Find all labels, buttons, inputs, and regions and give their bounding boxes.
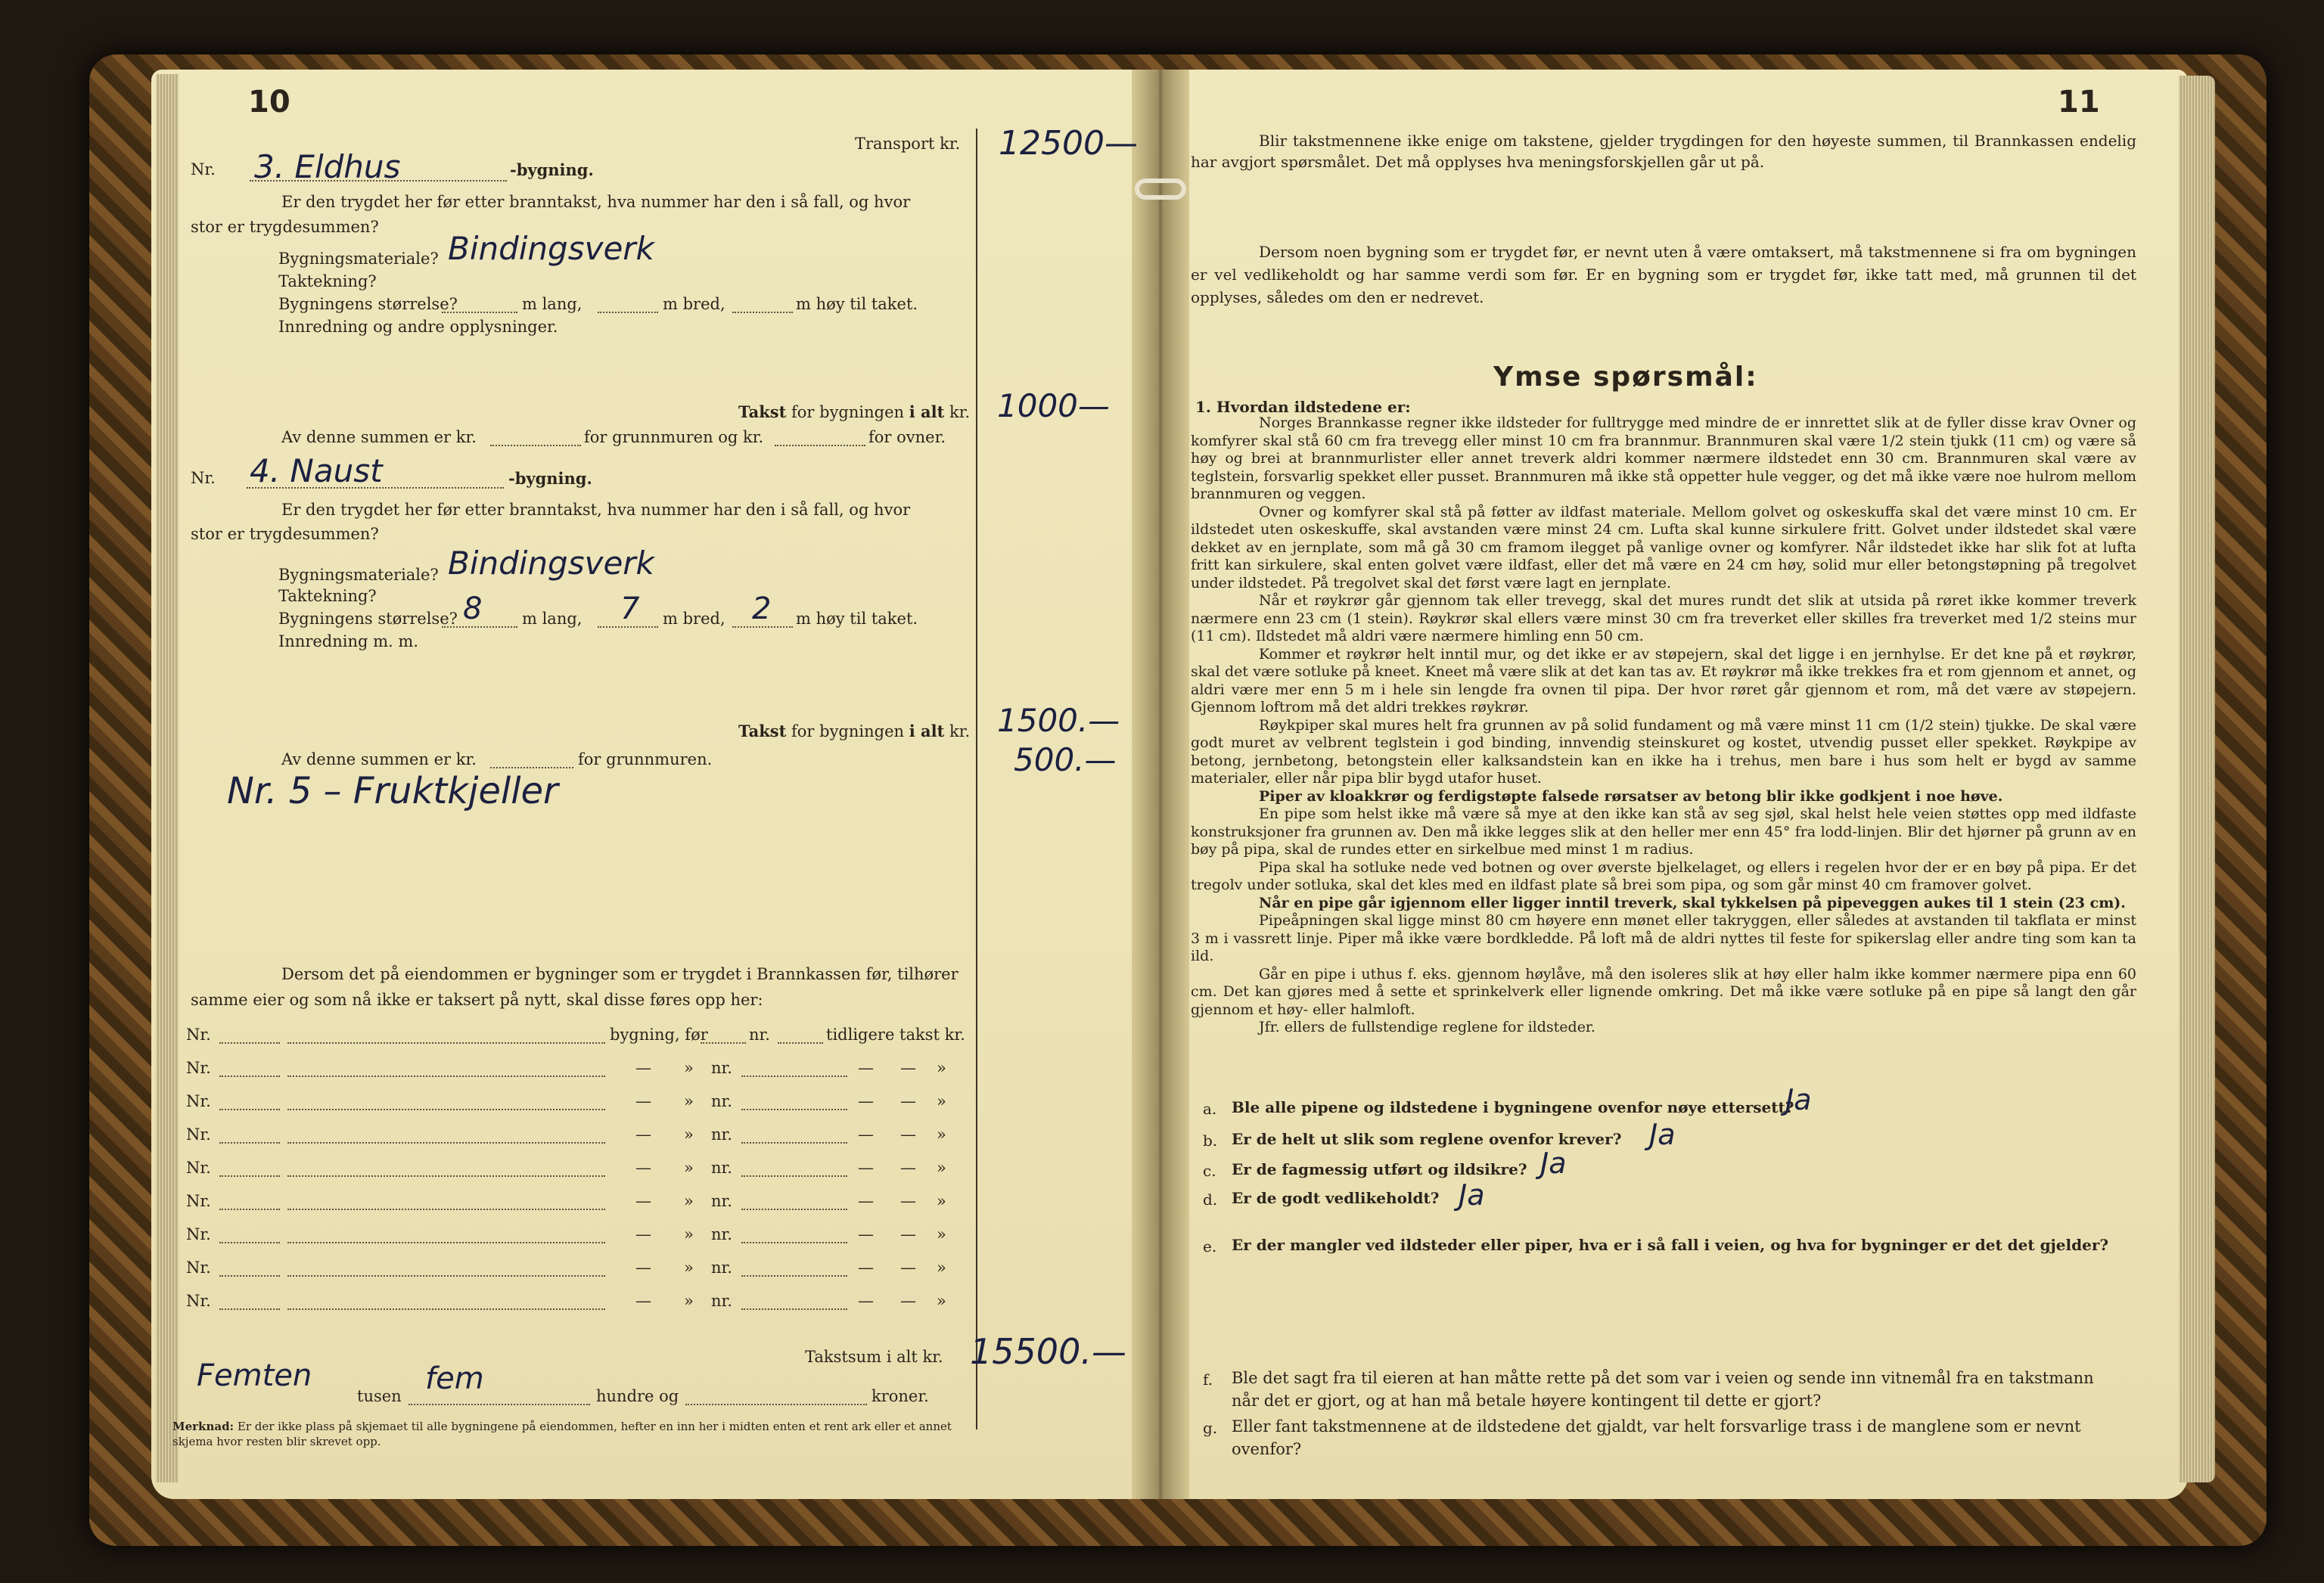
question-a-text: Ble alle pipene og ildstedene i bygningene ovenfor nøye ettersett? bbox=[1232, 1098, 1794, 1116]
rule-para: Når en pipe går igjennom eller ligger inntil treverk, skal tykkelsen på pipeveggen aukes til 1 stein (23 cm). bbox=[1259, 894, 2126, 911]
dotted-line bbox=[219, 1308, 280, 1310]
row-ditto-dash: — bbox=[858, 1192, 874, 1210]
row-ditto-mark: » bbox=[937, 1292, 946, 1310]
dotted-line bbox=[732, 626, 793, 628]
dotted-line bbox=[219, 1242, 280, 1243]
grunnmur-og-label: for grunnmuren og kr. bbox=[584, 428, 764, 446]
hoy-label: m høy til taket. bbox=[796, 295, 918, 313]
rule-para: Pipeåpningen skal ligge minst 80 cm høyere enn mønet eller takryggen, eller således at avstanden til takflata er minst 3 m i vassrett linje. Piper må ikke være bordkledde. På loft må de aldri nyttes til feste for spikerslag eller andre ting som kan ta ild. bbox=[1191, 912, 2136, 964]
section-1-title: 1. Hvordan ildstedene er: bbox=[1195, 398, 1411, 416]
takstsum-value: 15500.— bbox=[970, 1331, 1126, 1372]
rule-para: Røykpiper skal mures helt fra grunnen av på solid fundament og må være minst 11 cm (1/2 stein) tjukke. De skal være godt muret av velbrent teglstein i god binding, innvendig steinskuret og kostet, utvendig pusset eller spekket. Røykpipe av betong, jernbetong, betongstein eller kalksandstein kan en ikke ha i trehus, men bare i hus som helt er bygd av samme materialer, eller når pipa blir bygd utafor huset. bbox=[1191, 716, 2136, 787]
dotted-line bbox=[287, 1242, 605, 1243]
av-denne-label-2: Av denne summen er kr. bbox=[281, 750, 477, 768]
merknad-line1: Er der ikke plass på skjemaet til alle bygningene på eiendommen, hefter en inn her i midten enten et rent ark eller et annet bbox=[237, 1420, 952, 1433]
ildsted-rules bbox=[1191, 414, 2136, 1037]
dotted-line bbox=[287, 1175, 605, 1177]
building-4-length: 8 bbox=[463, 591, 483, 626]
row-ditto-dash: — bbox=[858, 1292, 874, 1310]
row-ditto-mark: » bbox=[684, 1159, 694, 1177]
row-ditto-dash: — bbox=[635, 1159, 651, 1177]
takst-text: for bygningen bbox=[791, 403, 905, 421]
row-ditto-dash: — bbox=[900, 1059, 916, 1077]
bred-label: m bred, bbox=[663, 610, 725, 628]
kr-label: kr. bbox=[949, 722, 971, 740]
row-nr2-label: nr. bbox=[711, 1159, 732, 1177]
intro-text-1: Blir takstmennene ikke enige om takstene, gjelder trygdingen for den høyeste summen, til Brannkassen endelig har avgjort spørsmålet. Det må opplyses hva meningsforskjellen går ut på. bbox=[1191, 132, 2136, 171]
row-ditto-mark: » bbox=[937, 1259, 946, 1277]
row-nr2-label: nr. bbox=[711, 1192, 732, 1210]
dotted-line bbox=[732, 312, 793, 313]
building-4-width: 7 bbox=[620, 591, 640, 626]
dotted-line bbox=[247, 487, 504, 489]
rule-para: Kommer et røykrør helt inntil mur, og det ikke er av støpejern, skal det ligge i en jernhylse. Er det kne på et røykrør, skal det være sotluke på kneet. Kneet må være slik at det kan tas av. Et røykrør må ikke trekkes fra et rom gjennom et annet, og aldri være mer enn 5 m i hele sin lengde fra ovnen til pipa. Der hvor røret går gjennom et rom, må det være av støpejern. Gjennom loftrom må det aldri trekkes røykrør. bbox=[1191, 645, 2136, 715]
dotted-line bbox=[219, 1209, 280, 1210]
question-f-label: f. bbox=[1203, 1370, 1213, 1389]
dotted-line bbox=[741, 1142, 847, 1144]
material-label: Bygningsmateriale? bbox=[278, 250, 439, 268]
building-5-note: Nr. 5 – Fruktkjeller bbox=[227, 770, 558, 812]
row-ditto-mark: » bbox=[937, 1225, 946, 1243]
dotted-line bbox=[219, 1142, 280, 1144]
trygdet-question-line1: Er den trygdet her før etter branntakst, hva nummer har den i så fall, og hvor bbox=[281, 193, 911, 211]
rule-para: Norges Brannkasse regner ikke ildsteder for fulltrygge med mindre de er innrettet slik at de fyller disse krav Ovner og komfyrer skal stå 60 cm fra trevegg eller minst 10 cm fra brannmur. Brannmuren skal være 1/2 stein tjukk (11 cm) og være så høy og brei at brannmurlister eller annet treverk aldri kommer nærmere ildstedet enn 30 cm. Brannmuren skal være av teglstein, forsvarlig spekket eller pusset. Brannmuren må ikke stå oppetter hule vegger, og det må ikke være noe hulrom mellom brannmuren og veggen. bbox=[1191, 414, 2136, 502]
kr-label: kr. bbox=[949, 403, 971, 421]
intro-paragraph-2 bbox=[1191, 241, 2136, 309]
takst-line-4 bbox=[738, 722, 970, 740]
for-grunnmuren-label: for grunnmuren. bbox=[578, 750, 713, 768]
building-4-takst-grunnmur: 500.— bbox=[1014, 741, 1117, 778]
question-f-line1: Ble det sagt fra til eieren at han måtte rette på det som var i veien og sende inn vitnemål fra en takstmann bbox=[1232, 1369, 2094, 1387]
row-ditto-mark: » bbox=[937, 1092, 946, 1110]
trygdet-question-line2: stor er trygdesummen? bbox=[191, 218, 379, 236]
row-nr2-label: nr. bbox=[711, 1292, 732, 1310]
row-ditto-mark: » bbox=[684, 1192, 694, 1210]
row-ditto-mark: » bbox=[684, 1125, 694, 1144]
row-ditto-dash: — bbox=[858, 1125, 874, 1144]
question-d-text: Er de godt vedlikeholdt? bbox=[1232, 1189, 1440, 1207]
row-ditto-dash: — bbox=[635, 1059, 651, 1077]
page-number-left: 10 bbox=[248, 85, 290, 120]
question-c-text: Er de fagmessig utført og ildsikre? bbox=[1232, 1160, 1527, 1178]
row-ditto-mark: » bbox=[937, 1125, 946, 1144]
row-ditto-dash: — bbox=[858, 1059, 874, 1077]
row-ditto-dash: — bbox=[900, 1225, 916, 1243]
row-ditto-mark: » bbox=[937, 1192, 946, 1210]
question-b-text: Er de helt ut slik som reglene ovenfor krever? bbox=[1232, 1130, 1622, 1148]
question-g-line2: ovenfor? bbox=[1232, 1440, 1302, 1458]
question-d-answer: Ja bbox=[1459, 1178, 1485, 1212]
row-nr2-label: nr. bbox=[711, 1092, 732, 1110]
rule-para: Pipa skal ha sotluke nede ved botnen og over øverste bjelkelaget, og ellers i regelen hvor der er en bøy på pipa. Er det tregolv under sotluka, skal det kles med en ildfast plate så brei som pipa, og som går minst 40 cm framover golvet. bbox=[1191, 858, 2136, 893]
intro-text-2: Dersom noen bygning som er trygdet før, er nevnt uten å være omtaksert, må takstmennene si fra om bygningen er vel vedlikeholdt og har samme verdi som før. Er en bygning som er trygdet før, ikke tatt med, må grunnen til det opplyses, således om den er nedrevet. bbox=[1191, 243, 2136, 306]
av-denne-label-1: Av denne summen er kr. bbox=[281, 428, 477, 446]
rule-para: Når et røykrør går gjennom tak eller trevegg, skal det mures rundt det slik at utsida på røret ikke kommer treverk nærmere enn 23 cm (1 stein). Røykrør skal ellers være minst 30 cm fra treverket eller skilles fra treverket med 1/2 steins mur (11 cm). Ildstedet må aldri være nærmere himling enn 50 cm. bbox=[1191, 592, 2136, 644]
building-4-material: Bindingsverk bbox=[448, 545, 654, 582]
page-number-right: 11 bbox=[2058, 85, 2100, 120]
book-gutter bbox=[1132, 70, 1189, 1499]
dotted-line bbox=[741, 1109, 847, 1110]
row-nr-label: Nr. bbox=[186, 1125, 211, 1144]
dotted-line bbox=[490, 767, 573, 768]
dotted-line bbox=[287, 1042, 605, 1044]
dotted-line bbox=[409, 1404, 590, 1405]
row-ditto-mark: » bbox=[684, 1225, 694, 1243]
question-d-label: d. bbox=[1203, 1190, 1218, 1209]
dotted-line bbox=[598, 626, 658, 628]
question-b-answer: Ja bbox=[1649, 1118, 1676, 1151]
takst-text: for bygningen bbox=[791, 722, 905, 740]
binding-string bbox=[1135, 178, 1186, 200]
transport-label: Transport kr. bbox=[855, 135, 961, 153]
question-e-text: Er der mangler ved ildsteder eller piper, hva er i så fall i veien, og hva for bygninger er det det gjelder? bbox=[1232, 1236, 2109, 1254]
dotted-line bbox=[219, 1042, 280, 1044]
dotted-line bbox=[741, 1242, 847, 1243]
row-nr-label: Nr. bbox=[186, 1292, 211, 1310]
row-ditto-dash: — bbox=[900, 1192, 916, 1210]
dotted-line bbox=[598, 312, 658, 313]
hundre-og-label: hundre og bbox=[596, 1387, 679, 1405]
dotted-line bbox=[219, 1275, 280, 1277]
row-ditto-mark: » bbox=[684, 1059, 694, 1077]
dotted-line bbox=[741, 1308, 847, 1310]
row-nr-label: Nr. bbox=[186, 1259, 211, 1277]
row-ditto-dash: — bbox=[635, 1192, 651, 1210]
i-alt-label: i alt bbox=[909, 402, 945, 421]
amount-column-line bbox=[976, 129, 977, 1429]
dotted-line bbox=[741, 1175, 847, 1177]
trygdet-question-line1: Er den trygdet her før etter branntakst, hva nummer har den i så fall, og hvor bbox=[281, 501, 911, 519]
dotted-line bbox=[219, 1109, 280, 1110]
question-f-line2: når det er gjort, og at han må betale høyere kontingent til dette er gjort? bbox=[1232, 1392, 1822, 1410]
row-nr2-label: nr. bbox=[711, 1125, 732, 1144]
taktekning-label: Taktekning? bbox=[278, 587, 377, 605]
dotted-line bbox=[442, 312, 517, 313]
dotted-line bbox=[287, 1142, 605, 1144]
row-nr-label: Nr. bbox=[186, 1192, 211, 1210]
row-ditto-mark: » bbox=[937, 1059, 946, 1077]
building-3-suffix: -bygning. bbox=[510, 160, 594, 179]
kroner-label: kroner. bbox=[872, 1387, 929, 1405]
takstsum-label: Takstsum i alt kr. bbox=[805, 1348, 943, 1366]
row-nr-label: Nr. bbox=[186, 1059, 211, 1077]
dotted-line bbox=[442, 626, 517, 628]
dersom-text-line2: samme eier og som nå ikke er taksert på nytt, skal disse føres opp her: bbox=[191, 991, 763, 1009]
rule-para: Går en pipe i uthus f. eks. gjennom høylåve, må den isoleres slik at høy eller halm ikke kommer nærmere pipa enn 60 cm. Det kan gjøres med å sette et sprinkelverk eller lignende omkring. Det må ikke være sotluke på en pipe så langt den går gjennom et høy- eller halmloft. bbox=[1191, 965, 2136, 1018]
tusen-label: tusen bbox=[357, 1387, 402, 1405]
building-4-suffix: -bygning. bbox=[508, 469, 592, 488]
dotted-line bbox=[287, 1076, 605, 1077]
trygdet-question-line2: stor er trygdesummen? bbox=[191, 525, 379, 543]
question-e-label: e. bbox=[1203, 1237, 1217, 1256]
row-nr2-label: nr. bbox=[749, 1026, 770, 1044]
question-b-label: b. bbox=[1203, 1131, 1218, 1150]
row-ditto-mark: » bbox=[937, 1159, 946, 1177]
dotted-line bbox=[685, 1404, 867, 1405]
left-page-edges bbox=[156, 74, 179, 1482]
row-ditto-mark: » bbox=[684, 1259, 694, 1277]
merknad-line2: skjema hvor resten blir skrevet opp. bbox=[172, 1435, 381, 1448]
innredning-label: Innredning og andre opplysninger. bbox=[278, 318, 558, 336]
row-nr-label: Nr. bbox=[186, 1159, 211, 1177]
takst-line-3 bbox=[738, 402, 970, 421]
right-page-edges bbox=[2179, 76, 2215, 1482]
question-g-label: g. bbox=[1203, 1419, 1218, 1437]
dotted-line bbox=[741, 1209, 847, 1210]
row-nr2-label: nr. bbox=[711, 1059, 732, 1077]
row-ditto-dash: — bbox=[900, 1259, 916, 1277]
dotted-line bbox=[287, 1109, 605, 1110]
dotted-line bbox=[287, 1275, 605, 1277]
row-ditto-mark: » bbox=[684, 1092, 694, 1110]
question-a-answer: Ja bbox=[1785, 1083, 1812, 1116]
building-4-takst: 1500.— bbox=[997, 702, 1120, 739]
dotted-line bbox=[490, 445, 581, 446]
row-ditto-dash: — bbox=[900, 1292, 916, 1310]
dersom-text-line1: Dersom det på eiendommen er bygninger som er trygdet i Brannkassen før, tilhører bbox=[281, 965, 958, 983]
dotted-line bbox=[250, 180, 507, 182]
amount-words-thousands: Femten bbox=[197, 1358, 312, 1393]
row-ditto-dash: — bbox=[635, 1125, 651, 1144]
innredning-mm-label: Innredning m. m. bbox=[278, 632, 418, 650]
building-3-takst: 1000— bbox=[997, 387, 1110, 424]
dotted-line bbox=[741, 1275, 847, 1277]
size-label: Bygningens størrelse? bbox=[278, 610, 458, 628]
row-nr2-label: nr. bbox=[711, 1225, 732, 1243]
row-ditto-dash: — bbox=[635, 1292, 651, 1310]
rule-para: En pipe som helst ikke må være så mye at den ikke kan stå av seg sjøl, skal helst hele veien støttes opp med ildfaste konstruksjoner fra grunnen av. Den må ikke legges slik at den heller mer enn 45° fra lodd-linjen. Blir det hjørner på grunn av en bøy på pipa, skal de rundes etter en sirkelbue med minst 1 m radius. bbox=[1191, 805, 2136, 858]
dotted-line bbox=[775, 445, 865, 446]
hoy-label: m høy til taket. bbox=[796, 610, 918, 628]
dotted-line bbox=[287, 1308, 605, 1310]
size-label: Bygningens størrelse? bbox=[278, 295, 458, 313]
dotted-line bbox=[219, 1076, 280, 1077]
row-nr-label: Nr. bbox=[186, 1225, 211, 1243]
building-3-material: Bindingsverk bbox=[448, 230, 654, 267]
intro-paragraph-1 bbox=[1191, 130, 2136, 172]
row-ditto-dash: — bbox=[858, 1259, 874, 1277]
dotted-line bbox=[287, 1209, 605, 1210]
row-nr-label: Nr. bbox=[186, 1092, 211, 1110]
transport-value: 12500— bbox=[999, 124, 1138, 163]
building-3-nr-label: Nr. bbox=[191, 160, 216, 178]
row-ditto-dash: — bbox=[858, 1159, 874, 1177]
row-ditto-dash: — bbox=[635, 1259, 651, 1277]
bred-label: m bred, bbox=[663, 295, 725, 313]
building-4-nr-label: Nr. bbox=[191, 469, 216, 487]
rule-para: Jfr. ellers de fullstendige reglene for ildsteder. bbox=[1259, 1019, 1595, 1035]
merknad-label: Merknad: bbox=[172, 1420, 235, 1433]
row-ditto-dash: — bbox=[900, 1092, 916, 1110]
dotted-line bbox=[701, 1042, 746, 1044]
question-a-label: a. bbox=[1203, 1100, 1217, 1118]
takst-label: Takst bbox=[738, 722, 787, 740]
section-heading: Ymse spørsmål: bbox=[1493, 362, 1758, 393]
for-ovner-label: for ovner. bbox=[868, 428, 946, 446]
amount-words-hundreds: fem bbox=[425, 1361, 484, 1396]
building-4-name: 4. Naust bbox=[250, 452, 383, 489]
row-ditto-dash: — bbox=[635, 1225, 651, 1243]
lang-label: m lang, bbox=[522, 295, 583, 313]
row-ditto-mark: » bbox=[684, 1292, 694, 1310]
row-ditto-dash: — bbox=[900, 1125, 916, 1144]
i-alt-label: i alt bbox=[909, 722, 945, 740]
row-tidligere-label: tidligere takst kr. bbox=[826, 1026, 965, 1044]
question-c-answer: Ja bbox=[1540, 1147, 1567, 1180]
rule-para: Ovner og komfyrer skal stå på føtter av ildfast materiale. Mellom golvet og oskeskuffa skal det være minst 10 cm. Er ildstedet uten oskeskuffe, skal avstanden være minst 24 cm. Lufta skal kunne sirkulere fritt. Golvet under ildstedet skal være dekket av en jernplate, som må gå 30 cm framom ilegget på vanlige ovner og komfyrer. Når ildstedet ikke har slik fot at lufta fritt kan sirkulere, skal enten golvet være ildfast, eller det må være en 24 cm høy, solid mur eller betongstøpning på tregolvet under ildstedet. På tregolvet skal det først være lagt en jernplate. bbox=[1191, 503, 2136, 591]
dotted-line bbox=[219, 1175, 280, 1177]
taktekning-label: Taktekning? bbox=[278, 272, 377, 290]
dotted-line bbox=[778, 1042, 823, 1044]
row-ditto-dash: — bbox=[858, 1092, 874, 1110]
question-g-line1: Eller fant takstmennene at de ildstedene det gjaldt, var helt forsvarlige trass i de manglene som er nevnt bbox=[1232, 1417, 2081, 1436]
row-ditto-dash: — bbox=[900, 1159, 916, 1177]
lang-label: m lang, bbox=[522, 610, 583, 628]
question-c-label: c. bbox=[1203, 1162, 1216, 1180]
building-3-name: 3. Eldhus bbox=[254, 148, 401, 185]
row-nr2-label: nr. bbox=[711, 1259, 732, 1277]
building-4-height: 2 bbox=[752, 591, 772, 626]
takst-label: Takst bbox=[738, 402, 787, 421]
row-ditto-dash: — bbox=[858, 1225, 874, 1243]
row-nr-label: Nr. bbox=[186, 1026, 211, 1044]
rule-para: Piper av kloakkrør og ferdigstøpte falsede rørsatser av betong blir ikke godkjent i noe høve. bbox=[1259, 787, 2003, 805]
row-bygning-label: bygning, før bbox=[610, 1026, 708, 1044]
merknad-note bbox=[172, 1419, 1126, 1449]
dotted-line bbox=[741, 1076, 847, 1077]
row-ditto-dash: — bbox=[635, 1092, 651, 1110]
material-label: Bygningsmateriale? bbox=[278, 566, 439, 584]
